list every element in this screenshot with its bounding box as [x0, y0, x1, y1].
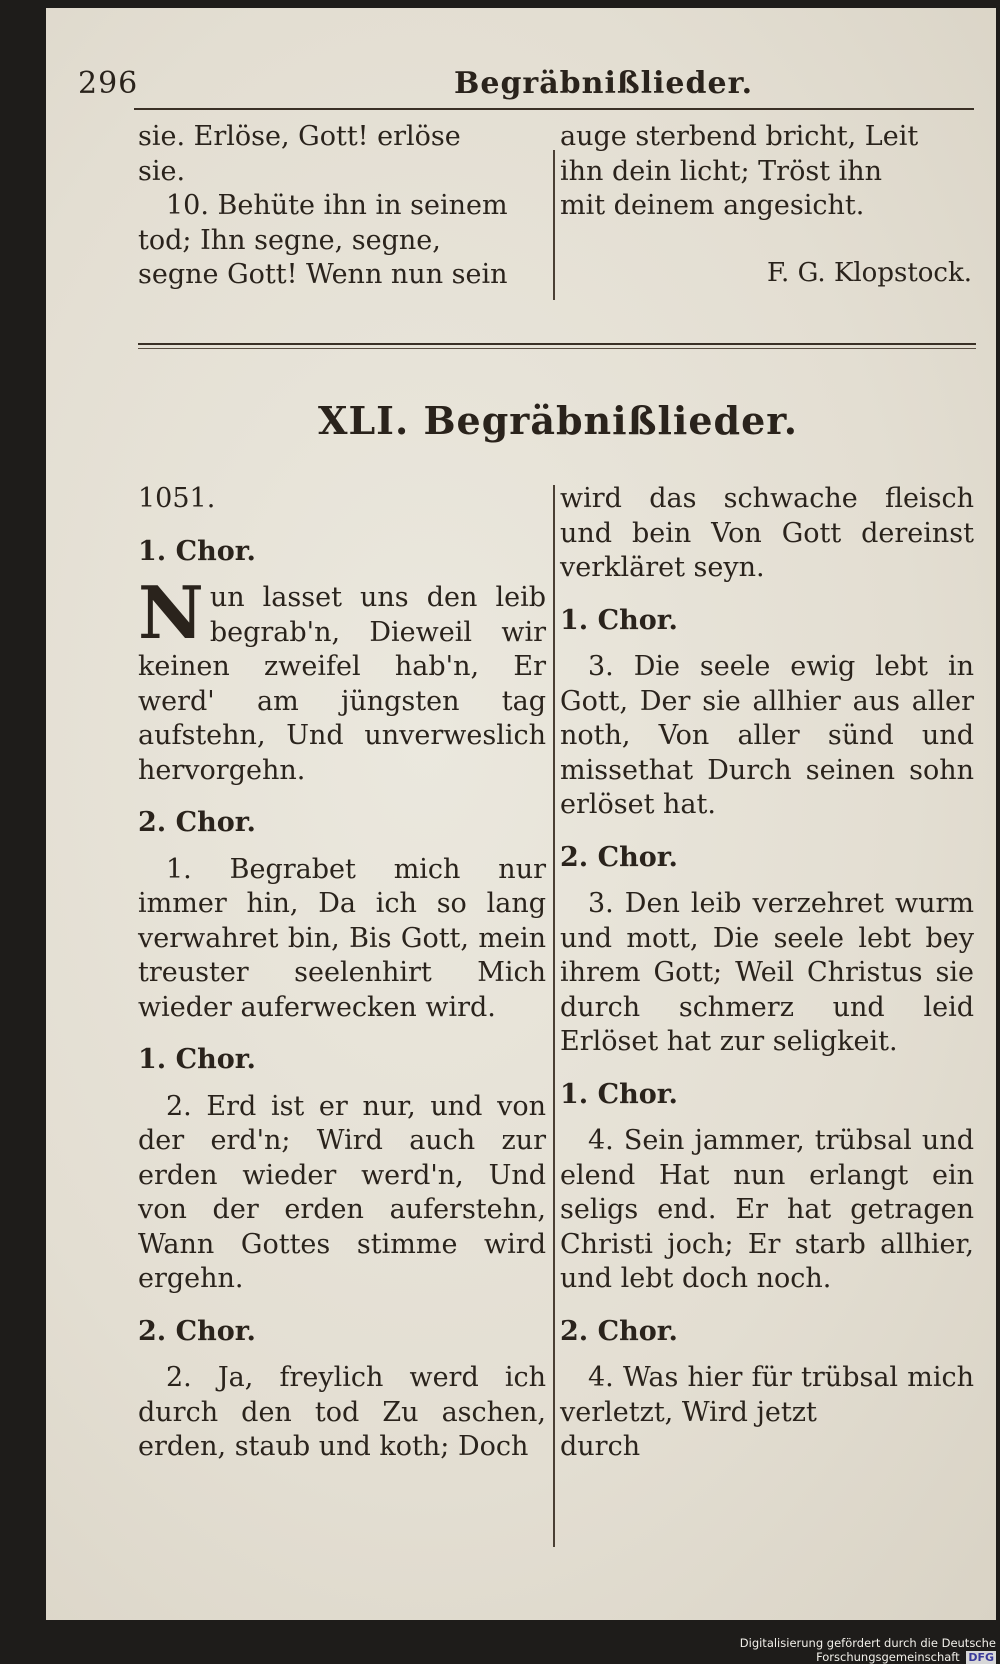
running-head [78, 62, 978, 108]
stanza: 2. Erd ist er nur, und von der erd'n; Wird auch zur erden wieder werd'n, Und von der erden auferstehn, Wann Gottes stimme wird ergehn. [138, 1090, 546, 1294]
chor-heading: 2. Chor. [560, 1315, 678, 1347]
stanza: 4. Sein jammer, trübsal und elend Hat nun erlangt ein seligs end. Er hat getragen Christi joch; Er starb allhier, und lebt doch noch. [560, 1125, 974, 1294]
header-rule [134, 108, 974, 110]
running-title: Begräbnißlieder. [454, 66, 754, 101]
left-column [138, 482, 546, 1465]
chor-heading: 1. Chor. [560, 1078, 678, 1110]
page-number: 296 [78, 66, 139, 101]
column-divider [553, 150, 555, 300]
stanza: 3. Die seele ewig lebt in Gott, Der sie allhier aus aller noth, Von aller sünd und missethat Durch seinen sohn erlöset hat. [560, 651, 974, 820]
chor-heading: 1. Chor. [138, 535, 256, 567]
catchword: durch [560, 1431, 641, 1462]
chor-heading: 2. Chor. [138, 1315, 256, 1347]
stanza: 4. Was hier für trübsal mich verletzt, Wird jetzt [560, 1362, 974, 1428]
text-line: 10. Behüte ihn in seinem [166, 190, 508, 221]
stanza: 3. Den leib verzehret wurm und mott, Die seele lebt bey ihrem Gott; Weil Christus sie durch schmerz und leid Erlöset hat zur seligkeit. [560, 888, 974, 1057]
text-line: auge sterbend bricht, Leit [560, 121, 919, 152]
chor-heading: 1. Chor. [138, 1044, 256, 1075]
section-title: Begräbnißlieder. [423, 398, 799, 443]
text-line: mit deinem angesicht. [560, 190, 865, 221]
column-divider [553, 485, 555, 1547]
stanza: wird das schwache fleisch und bein Von Gott dereinst verkläret seyn. [560, 483, 974, 583]
text-line: sie. [138, 155, 186, 187]
right-column [560, 482, 974, 1465]
stanza [138, 570, 546, 788]
section-number: XLI. [317, 398, 410, 443]
text-line: tod; Ihn segne, segne, [138, 224, 441, 256]
chor-heading: 1. Chor. [560, 604, 678, 636]
digitization-footer [600, 1636, 996, 1664]
hymn-number: 1051. [138, 483, 216, 514]
text-line: sie. Erlöse, Gott! erlöse [138, 121, 461, 152]
author-signature: F. G. Klopstock. [767, 257, 972, 288]
footer-text: Digitalisierung gefördert durch die Deutsche Forschungsgemeinschaft [739, 1636, 996, 1664]
section-heading [140, 398, 976, 443]
section-rule-thin [138, 348, 976, 349]
chor-heading: 2. Chor. [560, 841, 678, 873]
stanza: 1. Begrabet mich nur immer hin, Da ich so lang verwahret bin, Bis Gott, mein treuster seelenhirt Mich wieder auferwecken wird. [138, 853, 546, 1023]
section-rule [138, 343, 976, 345]
text-line: segne Gott! Wenn nun sein [138, 259, 508, 290]
stanza: 2. Ja, freylich werd ich durch den tod Zu aschen, erden, staub und koth; Doch [138, 1362, 546, 1462]
drop-cap: N [138, 570, 204, 655]
text-line: ihn dein licht; Tröst ihn [560, 155, 883, 187]
dfg-logo: DFG [968, 1651, 994, 1664]
stanza-text: un lasset uns den leib begrab'n, Dieweil wir keinen zweifel hab'n, Er werd' am jüngsten tag aufstehn, Und unverweslich hervorgehn. [138, 582, 546, 786]
chor-heading: 2. Chor. [138, 807, 256, 838]
previous-hymn-left-column [138, 120, 548, 293]
previous-hymn-right-column [560, 120, 972, 290]
